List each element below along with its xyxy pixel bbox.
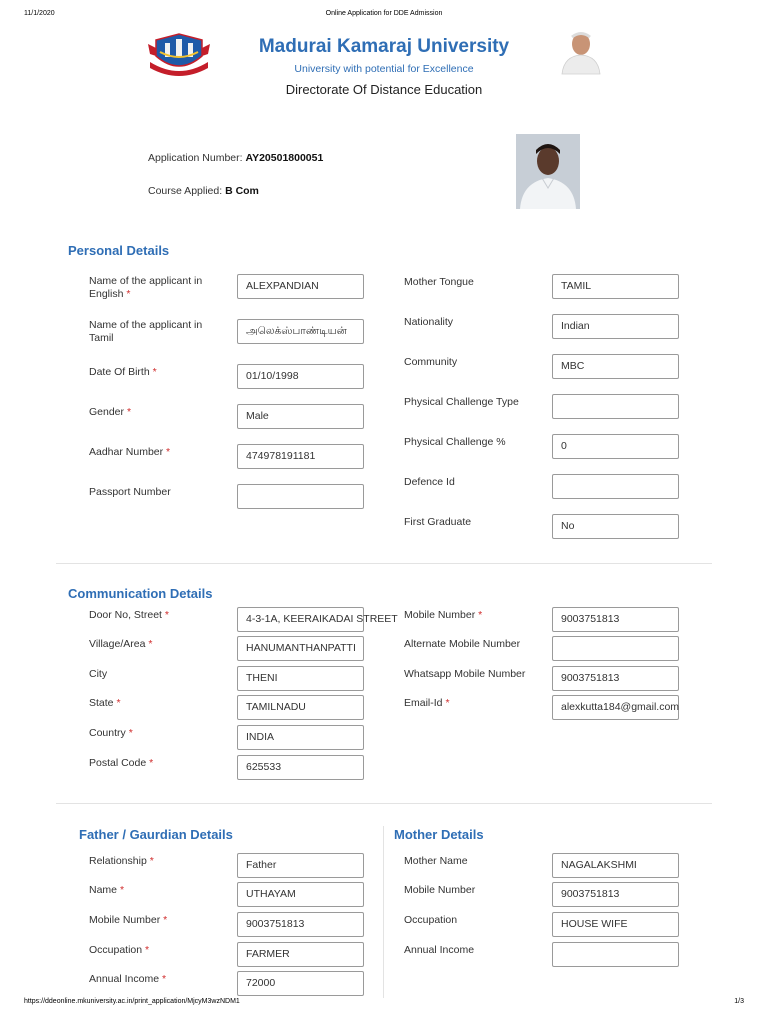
print-header	[24, 10, 744, 22]
university-name: Madurai Kamaraj University	[258, 36, 510, 57]
section-divider	[56, 563, 712, 564]
first-graduate-field[interactable]: No	[552, 514, 679, 539]
dob-field[interactable]: 01/10/1998	[237, 364, 364, 389]
communication-details-heading: Communication Details	[68, 586, 213, 601]
alternate-mobile-label: Alternate Mobile Number	[404, 638, 521, 650]
aadhar-label: Aadhar Number *	[89, 446, 171, 458]
mother-income-label: Annual Income	[404, 944, 475, 956]
gender-label: Gender *	[89, 406, 132, 418]
physical-challenge-type-field[interactable]	[552, 394, 679, 419]
mother-occupation-field[interactable]: HOUSE WIFE	[552, 912, 679, 937]
country-label: Country *	[89, 727, 133, 739]
mother-mobile-label: Mobile Number	[404, 884, 476, 896]
personal-details-heading: Personal Details	[68, 243, 170, 258]
father-name-label: Name *	[89, 884, 125, 896]
mother-tongue-field[interactable]: TAMIL	[552, 274, 679, 299]
village-area-field[interactable]: HANUMANTHANPATTI	[237, 636, 364, 661]
university-tagline: University with potential for Excellence	[294, 63, 474, 75]
print-title: Online Application for DDE Admission	[325, 10, 443, 17]
physical-challenge-percent-field[interactable]: 0	[552, 434, 679, 459]
print-footer	[24, 998, 744, 1010]
mother-name-field[interactable]: NAGALAKSHMI	[552, 853, 679, 878]
father-occupation-label: Occupation *	[89, 944, 150, 956]
father-mobile-field[interactable]: 9003751813	[237, 912, 364, 937]
column-divider	[383, 826, 384, 998]
relationship-field[interactable]: Father	[237, 853, 364, 878]
print-page-number: 1/3	[734, 998, 744, 1005]
mobile-number-field[interactable]: 9003751813	[552, 607, 679, 632]
relationship-label: Relationship *	[89, 855, 154, 867]
name-english-field[interactable]: ALEXPANDIAN	[237, 274, 364, 299]
defence-id-field[interactable]	[552, 474, 679, 499]
first-graduate-label: First Graduate	[404, 516, 472, 528]
department-name: Directorate Of Distance Education	[285, 82, 483, 97]
print-url: https://ddeonline.mkuniversity.ac.in/print_application/MjcyM3wzNDM1	[24, 998, 240, 1005]
physical-challenge-type-label: Physical Challenge Type	[404, 396, 519, 408]
course-applied-value: B Com	[225, 185, 259, 197]
application-number-value: AY20501800051	[245, 152, 324, 164]
father-income-field[interactable]: 72000	[237, 971, 364, 996]
print-date: 11/1/2020	[24, 10, 55, 17]
father-name-field[interactable]: UTHAYAM	[237, 882, 364, 907]
applicant-photo	[516, 134, 580, 209]
nationality-label: Nationality	[404, 316, 454, 328]
community-field[interactable]: MBC	[552, 354, 679, 379]
mother-income-field[interactable]	[552, 942, 679, 967]
name-tamil-field[interactable]: அலெக்ஸ்பாண்டியன்	[237, 319, 364, 344]
whatsapp-mobile-label: Whatsapp Mobile Number	[404, 668, 526, 680]
city-field[interactable]: THENI	[237, 666, 364, 691]
gender-field[interactable]: Male	[237, 404, 364, 429]
state-field[interactable]: TAMILNADU	[237, 695, 364, 720]
community-label: Community	[404, 356, 458, 368]
state-label: State *	[89, 697, 121, 709]
nationality-field[interactable]: Indian	[552, 314, 679, 339]
name-english-label: Name of the applicant in English *	[89, 275, 203, 300]
city-label: City	[89, 668, 108, 680]
alternate-mobile-field[interactable]	[552, 636, 679, 661]
father-income-label: Annual Income *	[89, 973, 167, 985]
postal-code-label: Postal Code *	[89, 757, 154, 769]
defence-id-label: Defence Id	[404, 476, 455, 488]
name-tamil-label: Name of the applicant in Tamil	[89, 319, 203, 344]
application-number-line	[148, 152, 323, 164]
course-applied-label: Course Applied:	[148, 185, 223, 197]
mother-mobile-field[interactable]: 9003751813	[552, 882, 679, 907]
village-area-label: Village/Area *	[89, 638, 153, 650]
father-occupation-field[interactable]: FARMER	[237, 942, 364, 967]
father-mobile-label: Mobile Number *	[89, 914, 168, 926]
email-label: Email-Id *	[404, 697, 450, 709]
mother-details-heading: Mother Details	[394, 827, 484, 842]
physical-challenge-percent-label: Physical Challenge %	[404, 436, 506, 448]
country-field[interactable]: INDIA	[237, 725, 364, 750]
aadhar-field[interactable]: 474978191181	[237, 444, 364, 469]
mobile-number-label: Mobile Number *	[404, 609, 483, 621]
door-street-field[interactable]: 4-3-1A, KEERAIKADAI STREET	[237, 607, 364, 632]
mother-tongue-label: Mother Tongue	[404, 276, 474, 288]
mother-name-label: Mother Name	[404, 855, 468, 867]
passport-field[interactable]	[237, 484, 364, 509]
application-number-label: Application Number:	[148, 152, 243, 164]
mother-occupation-label: Occupation	[404, 914, 458, 926]
postal-code-field[interactable]: 625533	[237, 755, 364, 780]
dob-label: Date Of Birth *	[89, 366, 157, 378]
email-field[interactable]: alexkutta184@gmail.com	[552, 695, 679, 720]
passport-label: Passport Number	[89, 486, 171, 498]
course-applied-line	[148, 185, 259, 197]
father-details-heading: Father / Gaurdian Details	[79, 827, 233, 842]
section-divider	[56, 803, 712, 804]
whatsapp-mobile-field[interactable]: 9003751813	[552, 666, 679, 691]
door-street-label: Door No, Street *	[89, 609, 169, 621]
